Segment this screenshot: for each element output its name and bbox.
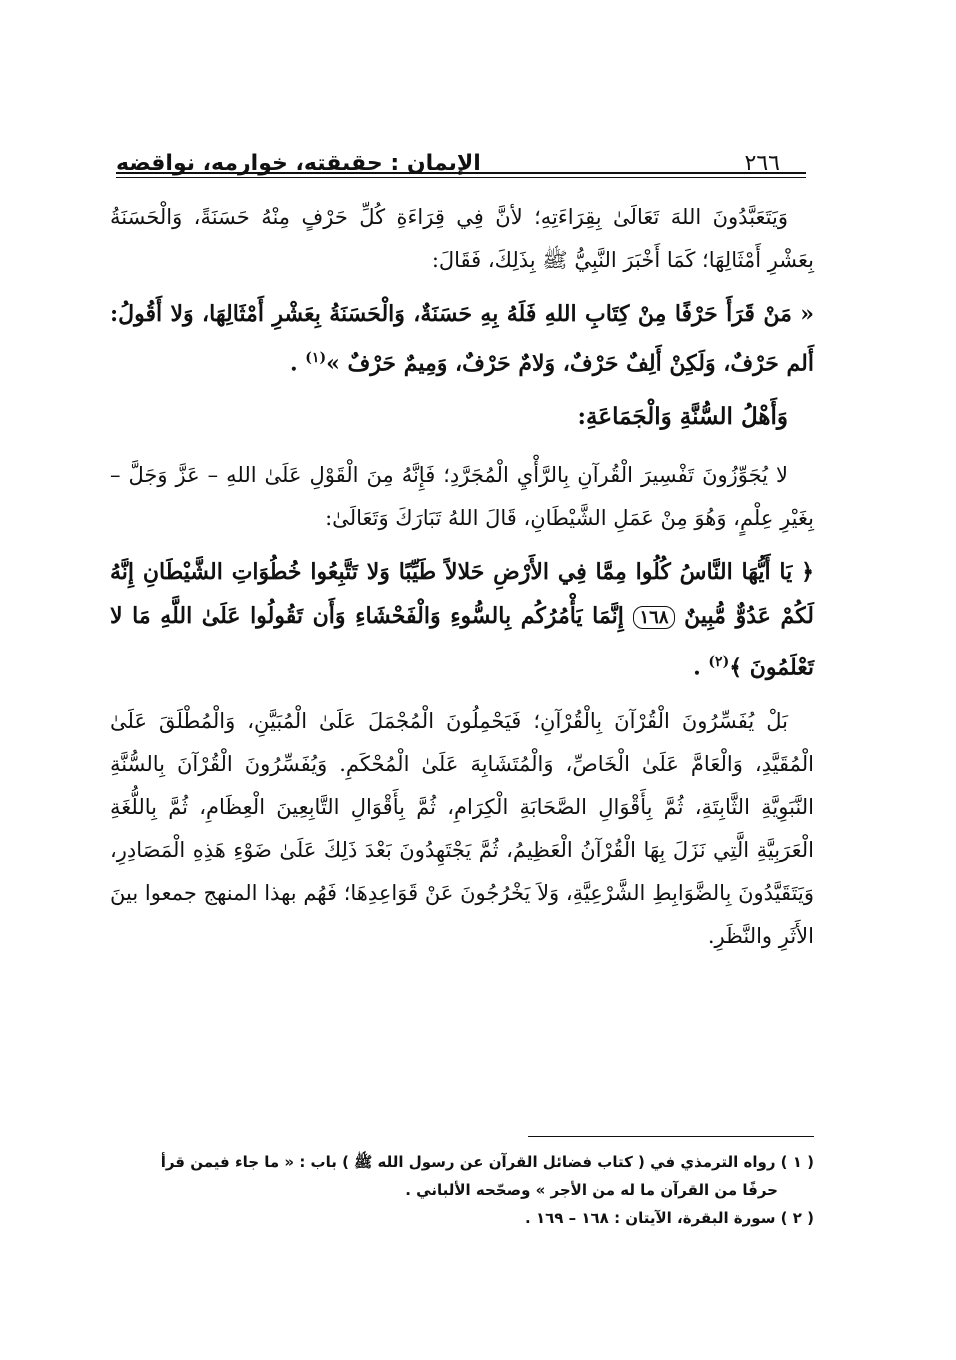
main-text (110, 196, 814, 968)
quran-verse (110, 550, 814, 689)
verse-part-2: إِنَّمَا يَأْمُرُكُم بِالسُّوءِ وَالْفَحْشَاءِ وَأَن تَقُولُوا عَلَىٰ اللَّهِ مَا لا تَعْلَمُونَ ﴾ (110, 603, 814, 681)
footnote-ref-2: (٢) (708, 654, 730, 671)
ayah-number-marker: ١٦٨ (633, 606, 674, 629)
footnote-rule (528, 1136, 814, 1137)
hadith-text: « مَنْ قَرَأَ حَرْفًا مِنْ كِتَابِ اللهِ فَلَهُ بِهِ حَسَنَةٌ، وَالْحَسَنَةُ بِعَشْرِ أَمْثَالِهَا، وَلا أَقُولُ: أَلم حَرْفٌ، وَلَكِنْ أَلِفٌ حَرْفٌ، وَلامٌ حَرْفٌ، وَمِيمٌ حَرْفٌ » (110, 301, 814, 377)
footnotes (110, 1148, 814, 1232)
footnote-2: ( ٢ ) سورة البقرة، الآيتان : ١٦٨ – ١٦٩ . (525, 1209, 814, 1227)
paragraph-tafsir-method: بَلْ يُفَسِّرُونَ الْقُرْآنَ بِالْقُرْآنِ؛ فَيَحْمِلُونَ الْمُجْمَلَ عَلَىٰ الْمُبَيَّنِ، وَالْمُطْلَقَ عَلَىٰ الْمُقَيَّدِ، وَالْعَامَّ عَلَىٰ الْخَاصِّ، وَالْمُتَشَابِهَ عَلَىٰ الْمُحْكَمِ. وَيُفَسِّرُونَ الْقُرْآنَ بِالسُّنَّةِ النَّبَوِيَّةِ الثَّابِتَةِ، ثُمَّ بِأَقْوَالِ الصَّحَابَةِ الْكِرَامِ، ثُمَّ بِأَقْوَالِ التَّابِعِينَ الْعِظَامِ، ثُمَّ بِاللُّغَةِ الْعَرَبِيَّةِ الَّتِي نَزَلَ بِهَا الْقُرْآنُ الْعَظِيمُ، ثُمَّ يَجْتَهِدُونَ بَعْدَ ذَلِكَ عَلَىٰ ضَوْءِ هَذِهِ الْمَصَادِرِ، وَيَتَقَيَّدُونَ بِالضَّوَابِطِ الشَّرْعِيَّةِ، وَلاَ يَخْرُجُونَ عَنْ قَوَاعِدِهَا؛ فَهُم بهذا المنهج جمعوا بينَ الأَثَرِ والنَّظَرِ. (110, 708, 814, 948)
page-header (116, 136, 806, 176)
verse-part-1: ﴿ يَا أَيُّهَا النَّاسُ كُلُوا مِمَّا فِي الأَرْضِ حَلالاً طَيِّبًا وَلا تَتَّبِعُوا خُطُوَاتِ الشَّيْطَانِ إِنَّهُ لَكُمْ عَدُوٌّ مُّبِينٌ (110, 559, 814, 630)
footnote-ref-1: (١) (305, 350, 327, 366)
running-title: الإيمان : حقيقته، خوارمه، نواقضه (116, 151, 481, 176)
page-number: ٢٦٦ (744, 151, 780, 176)
hadith-end: . (289, 350, 298, 377)
paragraph-recitation: وَيَتَعَبَّدُونَ اللهَ تَعَالَىٰ بِقِرَاءَتِهِ؛ لأنَّ فِي قِرَاءَةِ كُلِّ حَرْفٍ مِنْهُ حَسَنَةً، وَالْحَسَنَةُ بِعَشْرِ أَمْثَالِهَا؛ كَمَا أَخْبَرَ النَّبِيُّ ﷺ بِذَلِكَ، فَقَالَ: (110, 205, 814, 272)
hadith-quote (110, 292, 814, 385)
footnote-1-continued: حرفًا من القرآن ما له من الأجر » وصحّحه الألباني . (405, 1181, 778, 1199)
paragraph-tafsir-opinion: لا يُجَوِّزُونَ تَفْسِيرَ الْقُرآنِ بِالرَّأْيِ الْمُجَرَّدِ؛ فَإِنَّهُ مِنَ الْقَوْلِ عَلَىٰ اللهِ – عَزَّ وَجَلَّ – بِغَيْرِ عِلْمٍ، وَهُوَ مِنْ عَمَلِ الشَّيْطَانِ، قَالَ اللهُ تَبَارَكَ وَتَعَالَىٰ: (110, 463, 814, 531)
header-rule-thin (116, 177, 806, 178)
header-rule (116, 172, 806, 174)
footnote-1: ( ١ ) رواه الترمذي في ( كتاب فضائل القرآن عن رسول الله ﷺ ) باب : « ما جاء فيمن قرأ (160, 1153, 814, 1171)
section-heading: وَأَهْلُ السُّنَّةِ وَالْجَمَاعَةِ: (577, 403, 788, 431)
verse-end: . (693, 654, 701, 681)
